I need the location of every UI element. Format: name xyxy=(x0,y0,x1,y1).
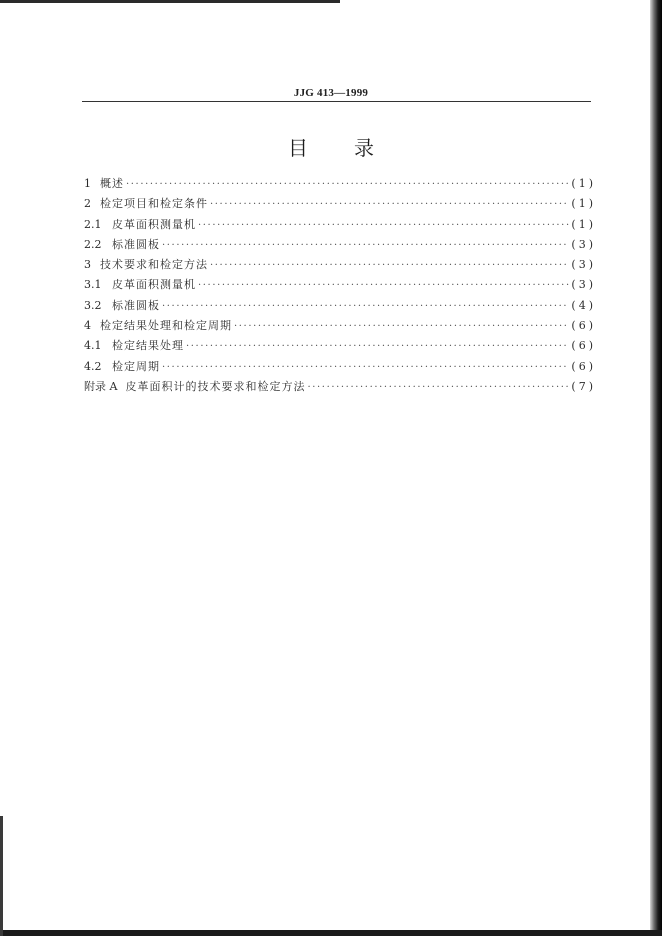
toc-entry-number: 4.2 xyxy=(84,359,102,373)
toc-entry-number: 附录 A xyxy=(84,379,118,393)
toc-leader-dots xyxy=(210,260,569,271)
toc-entry[interactable] xyxy=(84,195,596,215)
toc-leader-dots xyxy=(162,301,569,312)
toc-entry-title: 皮革面积测量机 xyxy=(112,278,196,292)
toc-entry-title: 检定结果处理和检定周期 xyxy=(100,319,232,333)
toc-entry-page: (3) xyxy=(571,258,596,272)
toc-entry-title: 技术要求和检定方法 xyxy=(100,258,208,272)
toc-entry[interactable] xyxy=(84,337,596,357)
toc-entry-page: (1) xyxy=(571,197,596,211)
toc-entry-number: 3.2 xyxy=(84,298,102,312)
toc-entry-title: 皮革面积测量机 xyxy=(112,217,196,231)
toc-leader-dots xyxy=(186,341,569,352)
toc-entry-number: 2.1 xyxy=(84,217,102,231)
toc-leader-dots xyxy=(198,280,569,291)
toc-entry-page: (7) xyxy=(571,379,596,393)
toc-entry-page: (1) xyxy=(571,177,596,190)
toc-entry[interactable] xyxy=(84,216,596,236)
toc-entry[interactable] xyxy=(84,175,596,195)
toc-entry-title: 皮革面积计的技术要求和检定方法 xyxy=(125,379,306,393)
toc-entry-page: (6) xyxy=(571,359,596,373)
toc-entry-title: 概述 xyxy=(100,177,124,190)
toc-leader-dots xyxy=(210,199,569,210)
toc-leader-dots xyxy=(307,382,569,393)
title-char-1: 目 xyxy=(288,136,308,160)
toc-entry-title: 标准圆板 xyxy=(112,298,160,312)
toc-leader-dots xyxy=(234,321,569,332)
standard-code: JJG 413—1999 xyxy=(293,87,369,99)
table-of-contents xyxy=(84,175,596,398)
toc-entry-page: (1) xyxy=(571,217,596,231)
toc-leader-dots xyxy=(198,220,569,231)
toc-entry-number: 2.2 xyxy=(84,237,102,251)
scan-border-top xyxy=(0,0,340,3)
toc-entry-number: 4 xyxy=(84,319,91,333)
toc-leader-dots xyxy=(162,240,569,251)
toc-entry-number: 3 xyxy=(84,258,91,272)
toc-entry-number: 1 xyxy=(84,177,91,190)
toc-entry-page: (6) xyxy=(571,319,596,333)
toc-entry-title: 检定结果处理 xyxy=(112,339,184,353)
toc-entry-title: 检定周期 xyxy=(112,359,160,373)
toc-entry[interactable] xyxy=(84,378,596,398)
title-char-2: 录 xyxy=(354,136,374,160)
page-title xyxy=(0,132,662,161)
toc-entry[interactable] xyxy=(84,297,596,317)
toc-entry[interactable] xyxy=(84,256,596,276)
toc-entry-number: 3.1 xyxy=(84,278,102,292)
toc-entry-title: 检定项目和检定条件 xyxy=(100,197,208,211)
toc-entry[interactable] xyxy=(84,358,596,378)
toc-entry-page: (3) xyxy=(571,278,596,292)
toc-entry[interactable] xyxy=(84,317,596,337)
toc-entry-page: (3) xyxy=(571,237,596,251)
toc-entry-number: 2 xyxy=(84,197,91,211)
toc-entry-title: 标准圆板 xyxy=(112,237,160,251)
toc-entry-page: (4) xyxy=(571,298,596,312)
toc-leader-dots xyxy=(162,362,569,373)
toc-leader-dots xyxy=(126,179,569,190)
toc-entry[interactable] xyxy=(84,276,596,296)
header-rule xyxy=(82,101,591,102)
scan-border-left xyxy=(0,816,3,936)
toc-entry[interactable] xyxy=(84,236,596,256)
scan-border-bottom xyxy=(0,930,662,936)
toc-entry-page: (6) xyxy=(571,339,596,353)
toc-entry-number: 4.1 xyxy=(84,339,102,353)
